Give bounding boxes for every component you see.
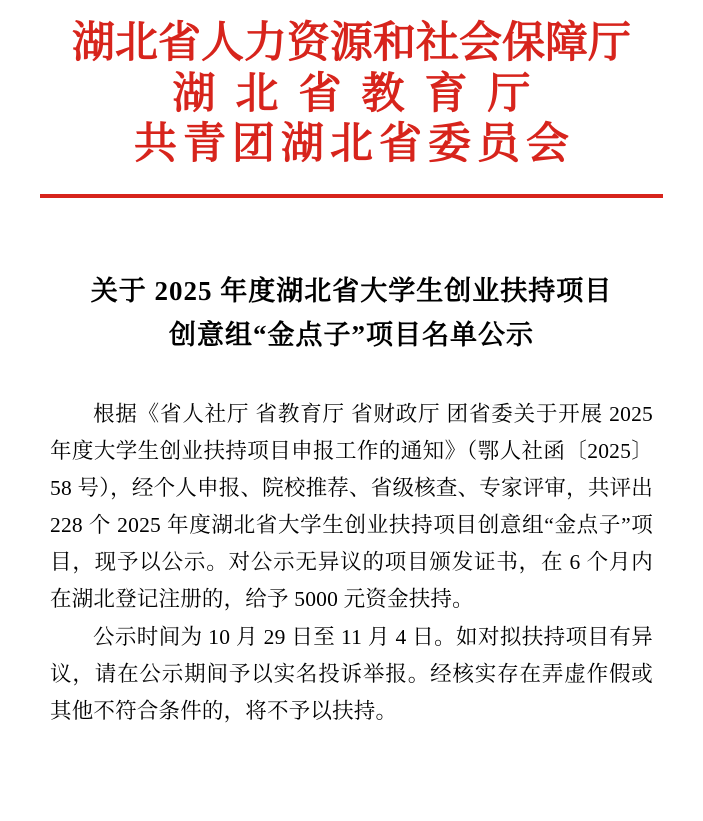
body-paragraph-2: 公示时间为 10 月 29 日至 11 月 4 日。如对拟扶持项目有异议，请在公示期间予以实名投诉举报。经核实存在弄虚作假或其他不符合条件的，将不予以扶持。 (50, 625, 653, 724)
page-title-line-2: 创意组“金点子”项目名单公示 (169, 319, 534, 350)
page-title (40, 270, 663, 357)
page-title-line-1: 关于 2025 年度湖北省大学生创业扶持项目 (90, 276, 613, 307)
body-paragraph-1: 根据《省人社厅 省教育厅 省财政厅 团省委关于开展 2025 年度大学生创业扶持项目申报工作的通知》（鄂人社函〔2025〕58 号），经个人申报、院校推荐、省级核查、专家评审，共评出 228 个 2025 年度湖北省大学生创业扶持项目创意组“金点子”项目，现予以公示。对公示无异议的项目颁发证书，在 6 个月内在湖北登记注册的，给予 5000 元资金扶持。 (50, 401, 653, 611)
letterhead-red-rule (40, 194, 663, 198)
letterhead (40, 0, 663, 198)
document-body (40, 396, 663, 731)
letterhead-line-1: 湖北省人力资源和社会保障厅 (72, 18, 631, 68)
letterhead-line-2: 湖北省教育厅 (172, 68, 551, 119)
letterhead-line-3: 共青团湖北省委员会 (134, 119, 575, 170)
